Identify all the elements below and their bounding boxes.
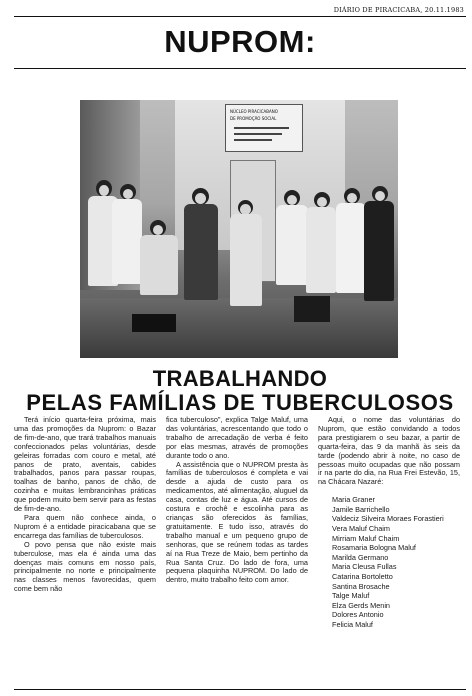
list-item: Rosamaria Bologna Maluf [332,543,416,553]
group-photo [80,100,398,358]
article-column-1 [14,416,156,684]
headline-line-1: TRABALHANDO [152,366,328,391]
list-item: Jamile Barrichello [332,504,390,514]
headline-line-2: PELAS FAMÍLIAS DE TUBERCULOSOS [26,390,454,415]
list-item: Vera Maluf Chaim [332,524,390,534]
bottom-rule [14,689,466,690]
article-body [14,416,466,686]
paragraph: O povo pensa que não existe mais tuberculose, mas ela é ainda uma das doenças mais comuns em nosso país, principalmente no norte e principalmente nas classes menos favorecidas, quem come bem não [14,539,156,594]
article-column-2 [166,416,308,684]
list-item: Felicia Maluf [332,619,373,629]
sign-text-1: NÚCLEO PIRACICABANO [230,109,278,114]
list-item: Santina Brosache [332,581,390,591]
list-item: Elza Gerds Menin [332,600,390,610]
list-item: Valdeciz Silveira Moraes Forastieri [332,514,444,524]
list-item: Dolores Antonio [332,610,384,620]
masthead-title: NUPROM: [164,24,316,59]
source-line: DIÁRIO DE PIRACICABA, 20.11.1983 [333,6,464,14]
list-item: Maria Cleusa Fullas [332,562,397,572]
wall-sign [225,104,303,152]
top-rule [14,16,466,17]
list-item: Mirriam Maluf Chaim [332,533,400,543]
paragraph: Aqui, o nome das voluntárias do Nuprom, que estão convidando a todos para prestigiarem o seu bazar, a partir de quarta-feira, das 9 da manhã às seis da tarde (podendo abrir à noite, no caso de pessoas muito ocupadas que não possam ir na parte do dia, na Rua Frei Estevão, 15, na Chácara Nazaré: [318,416,460,487]
list-item: Talge Maluf [332,591,370,601]
paragraph: A assistência que o NUPROM presta às famílias de tuberculosos é completa e vai desde a ajuda de custo para os medicamentos, até alimentação, aluguel da casa, contas de luz e água. Até cursos de costura e crochê e escolinha para as crianças são oferecidos às famílias, gratuitamente. E tudo isso, através do trabalho manual e um pequeno grupo de senhoras, que se reúnem todas as tardes aí na Rua Treze de Maio, bem pertinho da Rua Santa Cruz. Do lado de fora, uma pequena plaquinha NUPROM. Do lado de dentro, muito trabalho feito com amor. [166,459,308,585]
paragraph: Para quem não conhece ainda, o Nuprom é a entidade piracicabana que se encarrega das famílias de tuberculosos. [14,512,156,540]
sign-text-2: DE PROMOÇÃO SOCIAL [230,116,277,121]
volunteer-list [332,495,460,629]
list-item: Maria Graner [332,495,375,505]
list-item: Marilda Germano [332,552,389,562]
article-column-3 [318,416,460,684]
paragraph: fica tuberculoso", explica Talge Maluf, uma das voluntárias, acrescentando que todo o trabalho de arrecadação de verba é feito por elas mesmas, através de promoções durante todo o ano. [166,416,308,460]
list-item: Catarina Bortoletto [332,572,393,581]
masthead-rule [14,68,466,69]
newspaper-clipping [14,6,466,690]
paragraph: Terá início quarta-feira próxima, mais uma das promoções da Nuprom: o Bazar de fim-de-ano, que trará trabalhos manuais confeccionados pelas voluntárias, desde geleiras forradas com couro e metal, até panos de prato, aventais, cabides trabalhados, panos para passar roupas, toalhas de banho, panos de chão, de cozinha e muitas lembrancinhas práticas que podem muito bem servir para as festas de fim-de-ano. [14,416,156,514]
